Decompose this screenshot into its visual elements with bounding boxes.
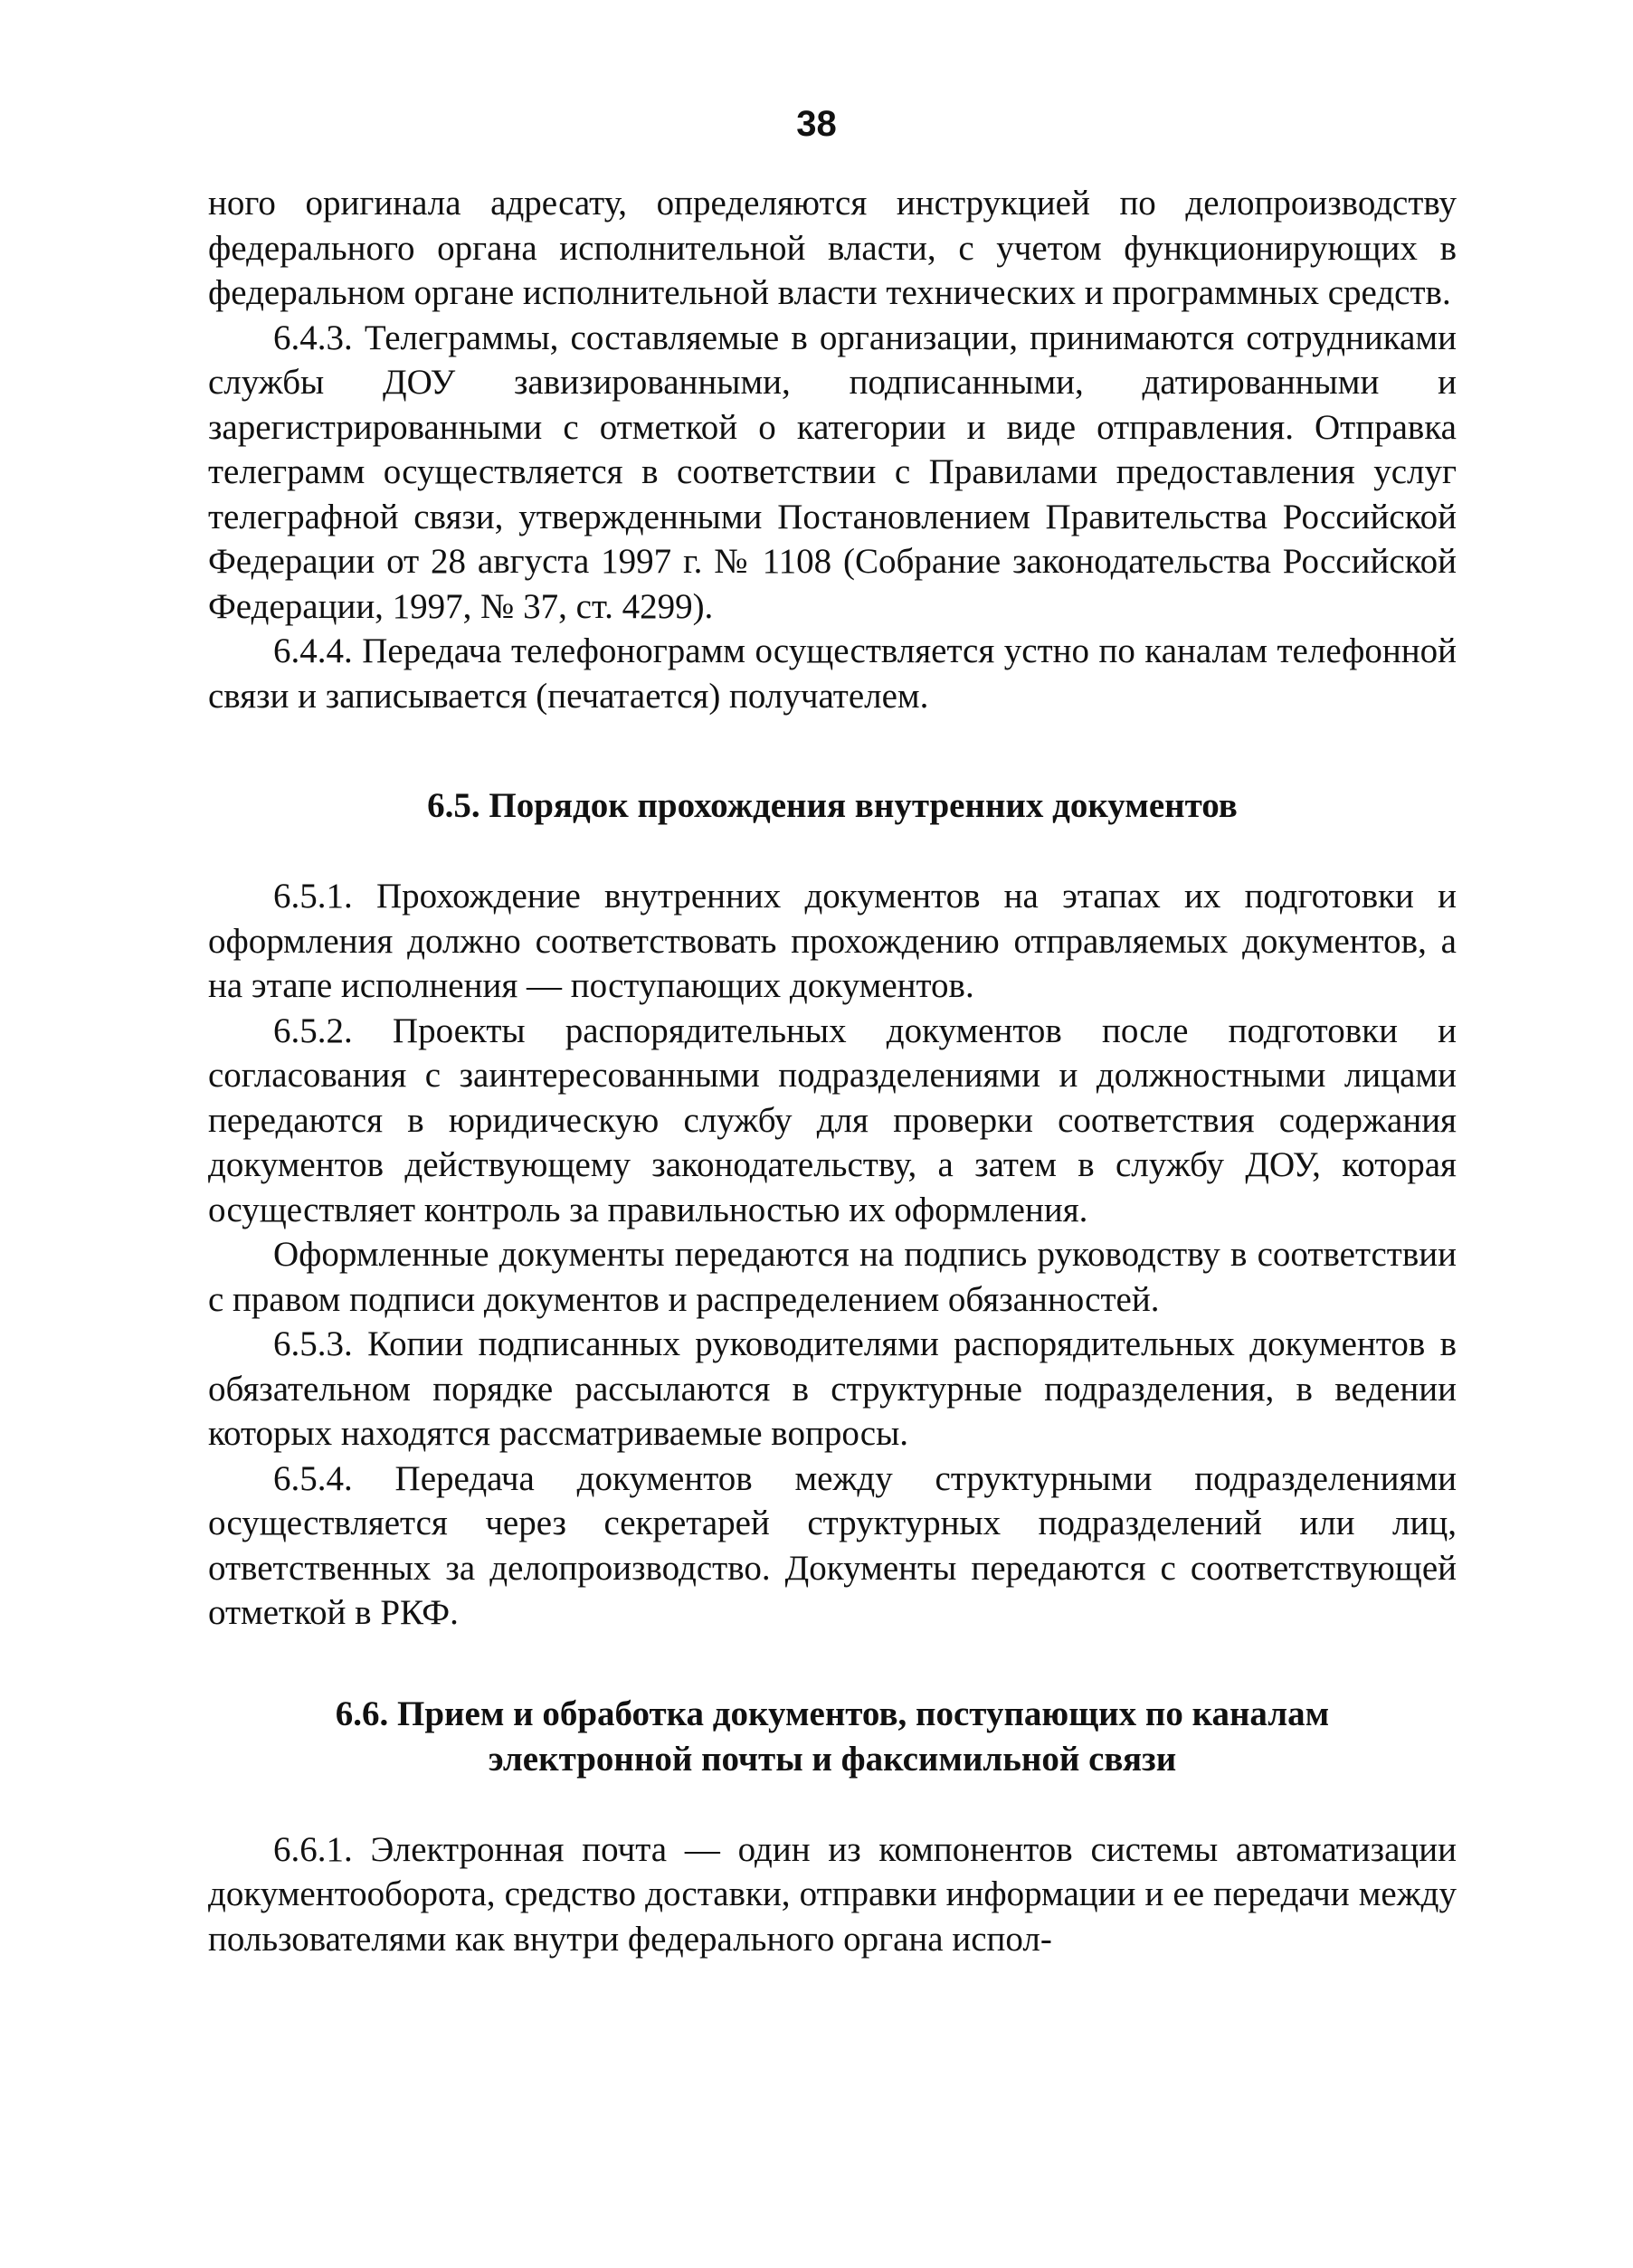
document-body [208, 181, 1457, 1961]
paragraph-6-5-1: 6.5.1. Прохождение внутренних документов на этапах их подготовки и оформления должно соответствовать прохождению отправляемых документов, а на этапе исполнения — поступающих документов. [208, 877, 1457, 1005]
paragraph-6-4-3: 6.4.3. Телеграммы, составляемые в организации, принимаются сотрудниками службы ДОУ завизированными, подписанными, датированными и зарегистрированными с отметкой о категории и виде отправления. Отправка телеграмм осуществляется в соответствии с Правилами предоставления услуг телеграфной связи, утвержденными Постановлением Правительства Российской Федерации от 28 августа 1997 г. № 1108 (Собрание законодательства Российской Федерации, 1997, № 37, ст. 4299). [208, 318, 1457, 626]
paragraph-6-5-3: 6.5.3. Копии подписанных руководителями распорядительных документов в обязательном порядке рассылаются в структурные подразделения, в ведении которых находятся рассматриваемые вопросы. [208, 1324, 1457, 1453]
paragraph-signing: Оформленные документы передаются на подпись руководству в соответствии с правом подписи документов и распределением обязанностей. [208, 1235, 1457, 1319]
paragraph-continuation: ного оригинала адресату, определяются инструкцией по делопроизводству федерального органа исполнительной власти, с учетом функционирующих в федеральном органе исполнительной власти технических и программных средств. [208, 184, 1457, 312]
paragraph-6-5-2: 6.5.2. Проекты распорядительных документов после подготовки и согласования с заинтересованными подразделениями и должностными лицами передаются в юридическую службу для проверки соответствия содержания документов действующему законодательству, а затем в службу ДОУ, которая осуществляет контроль за правильностью их оформления. [208, 1011, 1457, 1229]
page-number: 38 [796, 104, 837, 144]
paragraph-6-5-4: 6.5.4. Передача документов между структурными подразделениями осуществляется через секретарей структурных подразделений или лиц, ответственных за делопроизводство. Документы передаются с соответствующей отметкой в РКФ. [208, 1458, 1457, 1632]
section-heading-6-6: 6.6. Прием и обработка документов, поступающих по каналам электронной почты и факсимильной связи [335, 1694, 1330, 1779]
section-heading-6-5: 6.5. Порядок прохождения внутренних документов [427, 786, 1238, 825]
paragraph-6-6-1: 6.6.1. Электронная почта — один из компонентов системы автоматизации документооборота, средство доставки, отправки информации и ее передачи между пользователями как внутри федерального органа испол- [208, 1829, 1457, 1959]
paragraph-6-4-4: 6.4.4. Передача телефонограмм осуществляется устно по каналам телефонной связи и записывается (печатается) получателем. [208, 631, 1457, 716]
